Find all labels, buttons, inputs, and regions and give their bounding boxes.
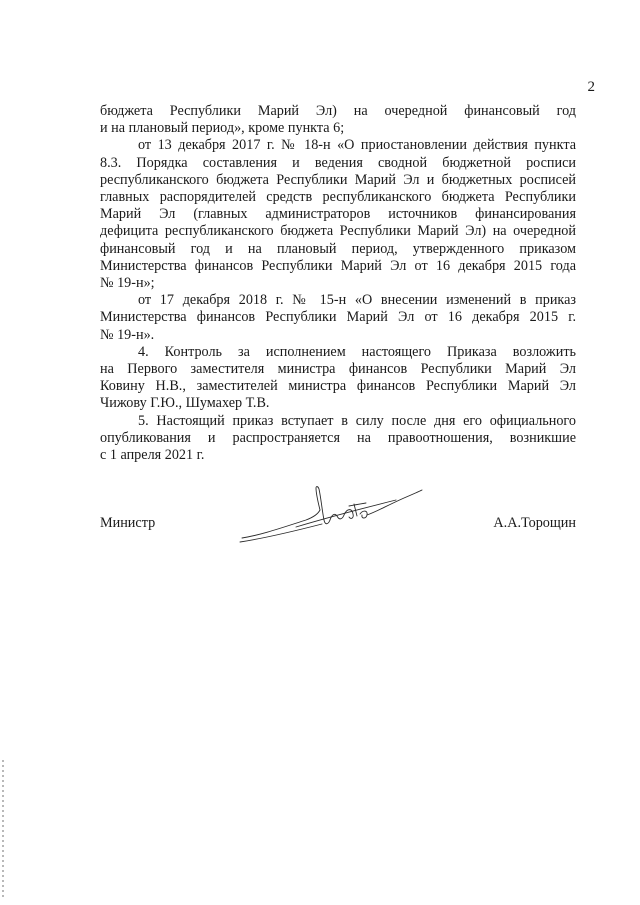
paragraph xyxy=(100,292,576,344)
text-line: бюджета Республики Марий Эл) на очередной финансовый год xyxy=(100,103,576,119)
signatory-role: Министр xyxy=(100,515,156,531)
paragraph xyxy=(100,137,576,292)
paragraph xyxy=(100,413,576,465)
text-line: № 19-н»; xyxy=(100,275,155,292)
text-line: № 19-н». xyxy=(100,326,155,343)
text-line: Министерства финансов Республики Марий Эл от 16 декабря 2015 года xyxy=(100,257,576,274)
paragraph xyxy=(100,344,576,413)
handwritten-signature xyxy=(236,480,426,550)
text-line: Министерства финансов Республики Марий Эл от 16 декабря 2015 г. xyxy=(100,309,576,326)
text-line: 8.3. Порядка составления и ведения сводной бюджетной росписи xyxy=(100,154,576,171)
text-line: Марий Эл (главных администраторов источников финансирования xyxy=(100,206,576,223)
text-line: на Первого заместителя министра финансов Республики Марий Эл xyxy=(100,361,576,378)
text-line: и на плановый период», кроме пункта 6; xyxy=(100,120,345,137)
text-line: финансовый год и на плановый период, утвержденного приказом xyxy=(100,240,576,257)
text-line: дефицита республиканского бюджета Республики Марий Эл) на очередной xyxy=(100,223,576,240)
text-line: от 17 декабря 2018 г. № 15-н «О внесении изменений в приказ xyxy=(138,292,576,309)
text-line: Ковину Н.В., заместителей министра финансов Республики Марий Эл xyxy=(100,378,576,395)
text-line: 5. Настоящий приказ вступает в силу после дня его официального xyxy=(138,412,576,429)
signatory-name: А.А.Торощин xyxy=(493,515,576,531)
text-line: главных распорядителей средств республиканского бюджета Республики xyxy=(100,189,576,206)
text-line: 4. Контроль за исполнением настоящего Приказа возложить xyxy=(138,343,576,360)
document-body xyxy=(100,103,576,464)
text-line: республиканского бюджета Республики Марий Эл и бюджетных росписей xyxy=(100,171,576,188)
text-line: опубликования и распространяется на правоотношения, возникшие xyxy=(100,429,576,446)
text-line: с 1 апреля 2021 г. xyxy=(100,447,205,464)
text-line: Чижову Г.Ю., Шумахер Т.В. xyxy=(100,395,270,412)
page-number: 2 xyxy=(587,79,595,95)
text-line: от 13 декабря 2017 г. № 18-н «О приостановлении действия пункта xyxy=(138,137,576,154)
paragraph xyxy=(100,103,576,137)
scan-edge-mark xyxy=(2,760,4,900)
